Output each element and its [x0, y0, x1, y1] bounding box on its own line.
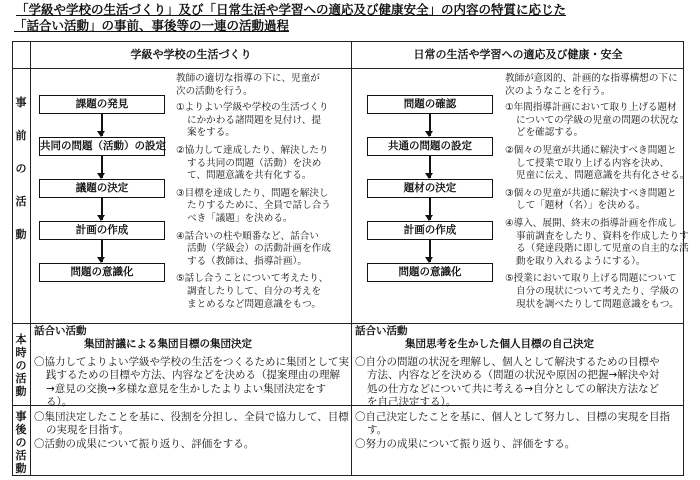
note-line: する（教師は、指導計画）。	[187, 255, 307, 267]
left-note-5	[176, 273, 331, 311]
note-line: ④話合いの柱や順番など、話合い	[176, 230, 319, 242]
note-line: 教師が意図的、計画的な指導構想の下に	[505, 73, 678, 84]
row-label-char: の	[15, 436, 27, 449]
left-flow-step-2: 共同の問題（活動）の設定	[39, 137, 165, 156]
text-line: 〇自分の問題の状況を理解し、個人として解決するための目標や	[355, 355, 660, 368]
right-flow-step-1: 問題の確認	[367, 95, 493, 114]
right-note-3	[505, 188, 689, 213]
note-line: 調査したりして、自分の考えを	[187, 285, 322, 297]
right-flow-step-5: 問題の意識化	[367, 263, 493, 282]
note-line: ④導入、展開、終末の指導計画を作成し	[505, 217, 677, 229]
text-line: す。	[367, 424, 388, 437]
note-line: する共同の問題（活動）を決め	[187, 157, 322, 169]
note-line: 現状を調べたりして問題意識をもつ。	[516, 298, 679, 310]
note-line: ②協力して達成したり、解決したり	[176, 144, 329, 156]
note-line: 自分の現状について考えたり、学級の	[516, 285, 679, 297]
left-notes	[176, 73, 331, 316]
note-line: についての学級の児童の問題の状況な	[516, 114, 679, 126]
note-line: まとめるなど問題意識をもつ。	[187, 298, 321, 310]
note-line: 案をする。	[187, 127, 235, 139]
left-flow-step-1: 課題の発見	[39, 95, 165, 114]
row-label-char: 前	[15, 129, 27, 142]
flow-arrow	[101, 156, 103, 178]
text-line: 〇自己決定したことを基に、個人として努力し、目標の実現を目指	[355, 411, 670, 423]
column-divider	[351, 41, 352, 476]
right-note-5	[505, 273, 689, 311]
right-flow-step-2: 共通の問題の設定	[367, 137, 493, 156]
row-label-during	[12, 333, 30, 398]
right-after-section	[355, 411, 670, 451]
flow-arrow	[101, 198, 103, 220]
note-line: ③目標を達成したり、問題を解決し	[176, 187, 329, 199]
flow-arrow	[429, 156, 431, 178]
row-label-char: 活	[15, 195, 27, 208]
note-line: 次の活動を行う。	[176, 85, 253, 97]
text-line: 〇活動の成果について振り返り、評価をする。	[34, 437, 255, 450]
row-label-char: 事	[15, 96, 27, 109]
left-note-2	[176, 145, 331, 183]
row-label-char: 事	[15, 410, 27, 423]
left-flow-step-5: 問題の意識化	[39, 263, 165, 282]
row-label-char: 動	[15, 385, 27, 398]
row-label-before	[12, 96, 30, 241]
right-during-subtitle: 集団思考を生かした個人目標の自己決定	[405, 338, 594, 351]
right-flow-step-3: 題材の決定	[367, 179, 493, 198]
row-label-char: 時	[15, 346, 27, 359]
text-line: の実現を目指す。	[46, 424, 130, 437]
left-flow-step-3: 議題の決定	[39, 179, 165, 198]
flow-arrow	[101, 240, 103, 262]
flow-arrow	[429, 198, 431, 220]
row-label-char: 後	[15, 423, 27, 436]
row-label-char: の	[15, 162, 27, 175]
document-title	[0, 2, 700, 34]
left-during-subtitle: 集団討議による集団目標の集団決定	[84, 338, 252, 351]
left-note-4	[176, 231, 331, 269]
right-during-section	[355, 325, 660, 409]
text-line: 〇集団決定したことを基に、役割を分担し、全員で協力して、目標	[34, 411, 349, 423]
note-line: ⑤話し合うことについて考えたり、	[176, 273, 329, 285]
note-line: 活動（学級会）の活動計画を作成	[187, 243, 331, 255]
note-line: 教師の適切な指導の下に、児童が	[176, 73, 320, 84]
row-label-char: の	[15, 359, 27, 372]
row-label-char: 活	[15, 372, 27, 385]
note-line: 児童に伝え、問題意識を共有化させる。	[516, 170, 690, 182]
note-line: して「題材（名）」を決める。	[516, 200, 646, 212]
title-line-1: 「学級や学校の生活づくり」及び「日常生活や学習への適応及び健康安全」の内容の特質に応じた	[16, 2, 567, 17]
row-label-char: 動	[15, 462, 27, 475]
right-note-2	[505, 145, 689, 183]
row-label-char: 動	[15, 228, 27, 241]
left-after-section	[34, 411, 349, 451]
flow-arrow	[101, 114, 103, 136]
right-during-label: 話合い活動	[355, 325, 408, 337]
left-during-section	[34, 325, 349, 409]
note-line: 動を取り入れるようにする）。	[516, 255, 646, 267]
note-line: る（発達段階に即して児童の自主的な活	[516, 243, 689, 255]
row-label-char: 活	[15, 449, 27, 462]
note-line: 次のようなことを行う。	[505, 85, 611, 97]
row-label-char: 本	[15, 333, 27, 346]
note-line: にかかわる諸問題を見付け、提	[187, 114, 321, 126]
note-line: ①年間指導計画において取り上げる題材	[505, 102, 677, 114]
right-flow-step-4: 計画の作成	[367, 221, 493, 240]
text-line: る）。	[46, 396, 73, 409]
row-label-divider	[30, 41, 31, 476]
note-line: べき「議題」を決める。	[187, 212, 293, 224]
text-line: 処の仕方などについて共に考える→自分としての解決方法など	[367, 382, 660, 395]
text-line: 〇協力してよりよい学級や学校の生活をつくるために集団として実	[34, 355, 349, 368]
right-column-header: 日常の生活や学習への適応及び健康・安全	[413, 48, 623, 61]
text-line: 践するための目標や方法、内容などを決める（提案理由の理解	[46, 369, 340, 382]
header-divider	[12, 68, 684, 69]
note-line: どを確認する。	[516, 127, 584, 139]
text-line: 方法、内容などを決める（問題の状況や原因の把握→解決や対	[367, 369, 660, 382]
left-column-header: 学級や学校の生活づくり	[130, 48, 252, 61]
right-notes	[505, 73, 689, 316]
note-line: 事前調査をしたり、資料を作成したりす	[516, 230, 689, 242]
text-line: 〇努力の成果について振り返り、評価をする。	[355, 437, 576, 450]
left-during-label: 話合い活動	[34, 325, 87, 337]
before-during-divider	[12, 323, 684, 324]
title-line-2: 「話合い活動」の事前、事後等の一連の活動過程	[14, 18, 290, 33]
note-line: て、問題意識を共有化する。	[187, 170, 312, 182]
note-line: たりするために、全員で話し合う	[187, 200, 331, 212]
flow-arrow	[429, 114, 431, 136]
note-line: ③個々の児童が共通に解決すべき問題と	[505, 187, 677, 199]
note-line: ⑤授業において取り上げる問題について	[505, 273, 677, 285]
text-line: を自己決定する）。	[367, 396, 457, 409]
left-flow-step-4: 計画の作成	[39, 221, 165, 240]
note-line: して授業で取り上げる内容を決め、	[516, 157, 670, 169]
flow-arrow	[429, 240, 431, 262]
note-line: ②個々の児童が共通に解決すべき問題と	[505, 144, 677, 156]
right-note-4	[505, 218, 689, 268]
note-line: ①よりよい学級や学校の生活づくり	[176, 102, 329, 114]
text-line: →意見の交換→多様な意見を生かしたよりよい集団決定をす	[46, 382, 327, 395]
row-label-after	[12, 410, 30, 475]
right-note-1	[505, 102, 689, 140]
left-note-3	[176, 188, 331, 226]
left-note-1	[176, 102, 331, 140]
